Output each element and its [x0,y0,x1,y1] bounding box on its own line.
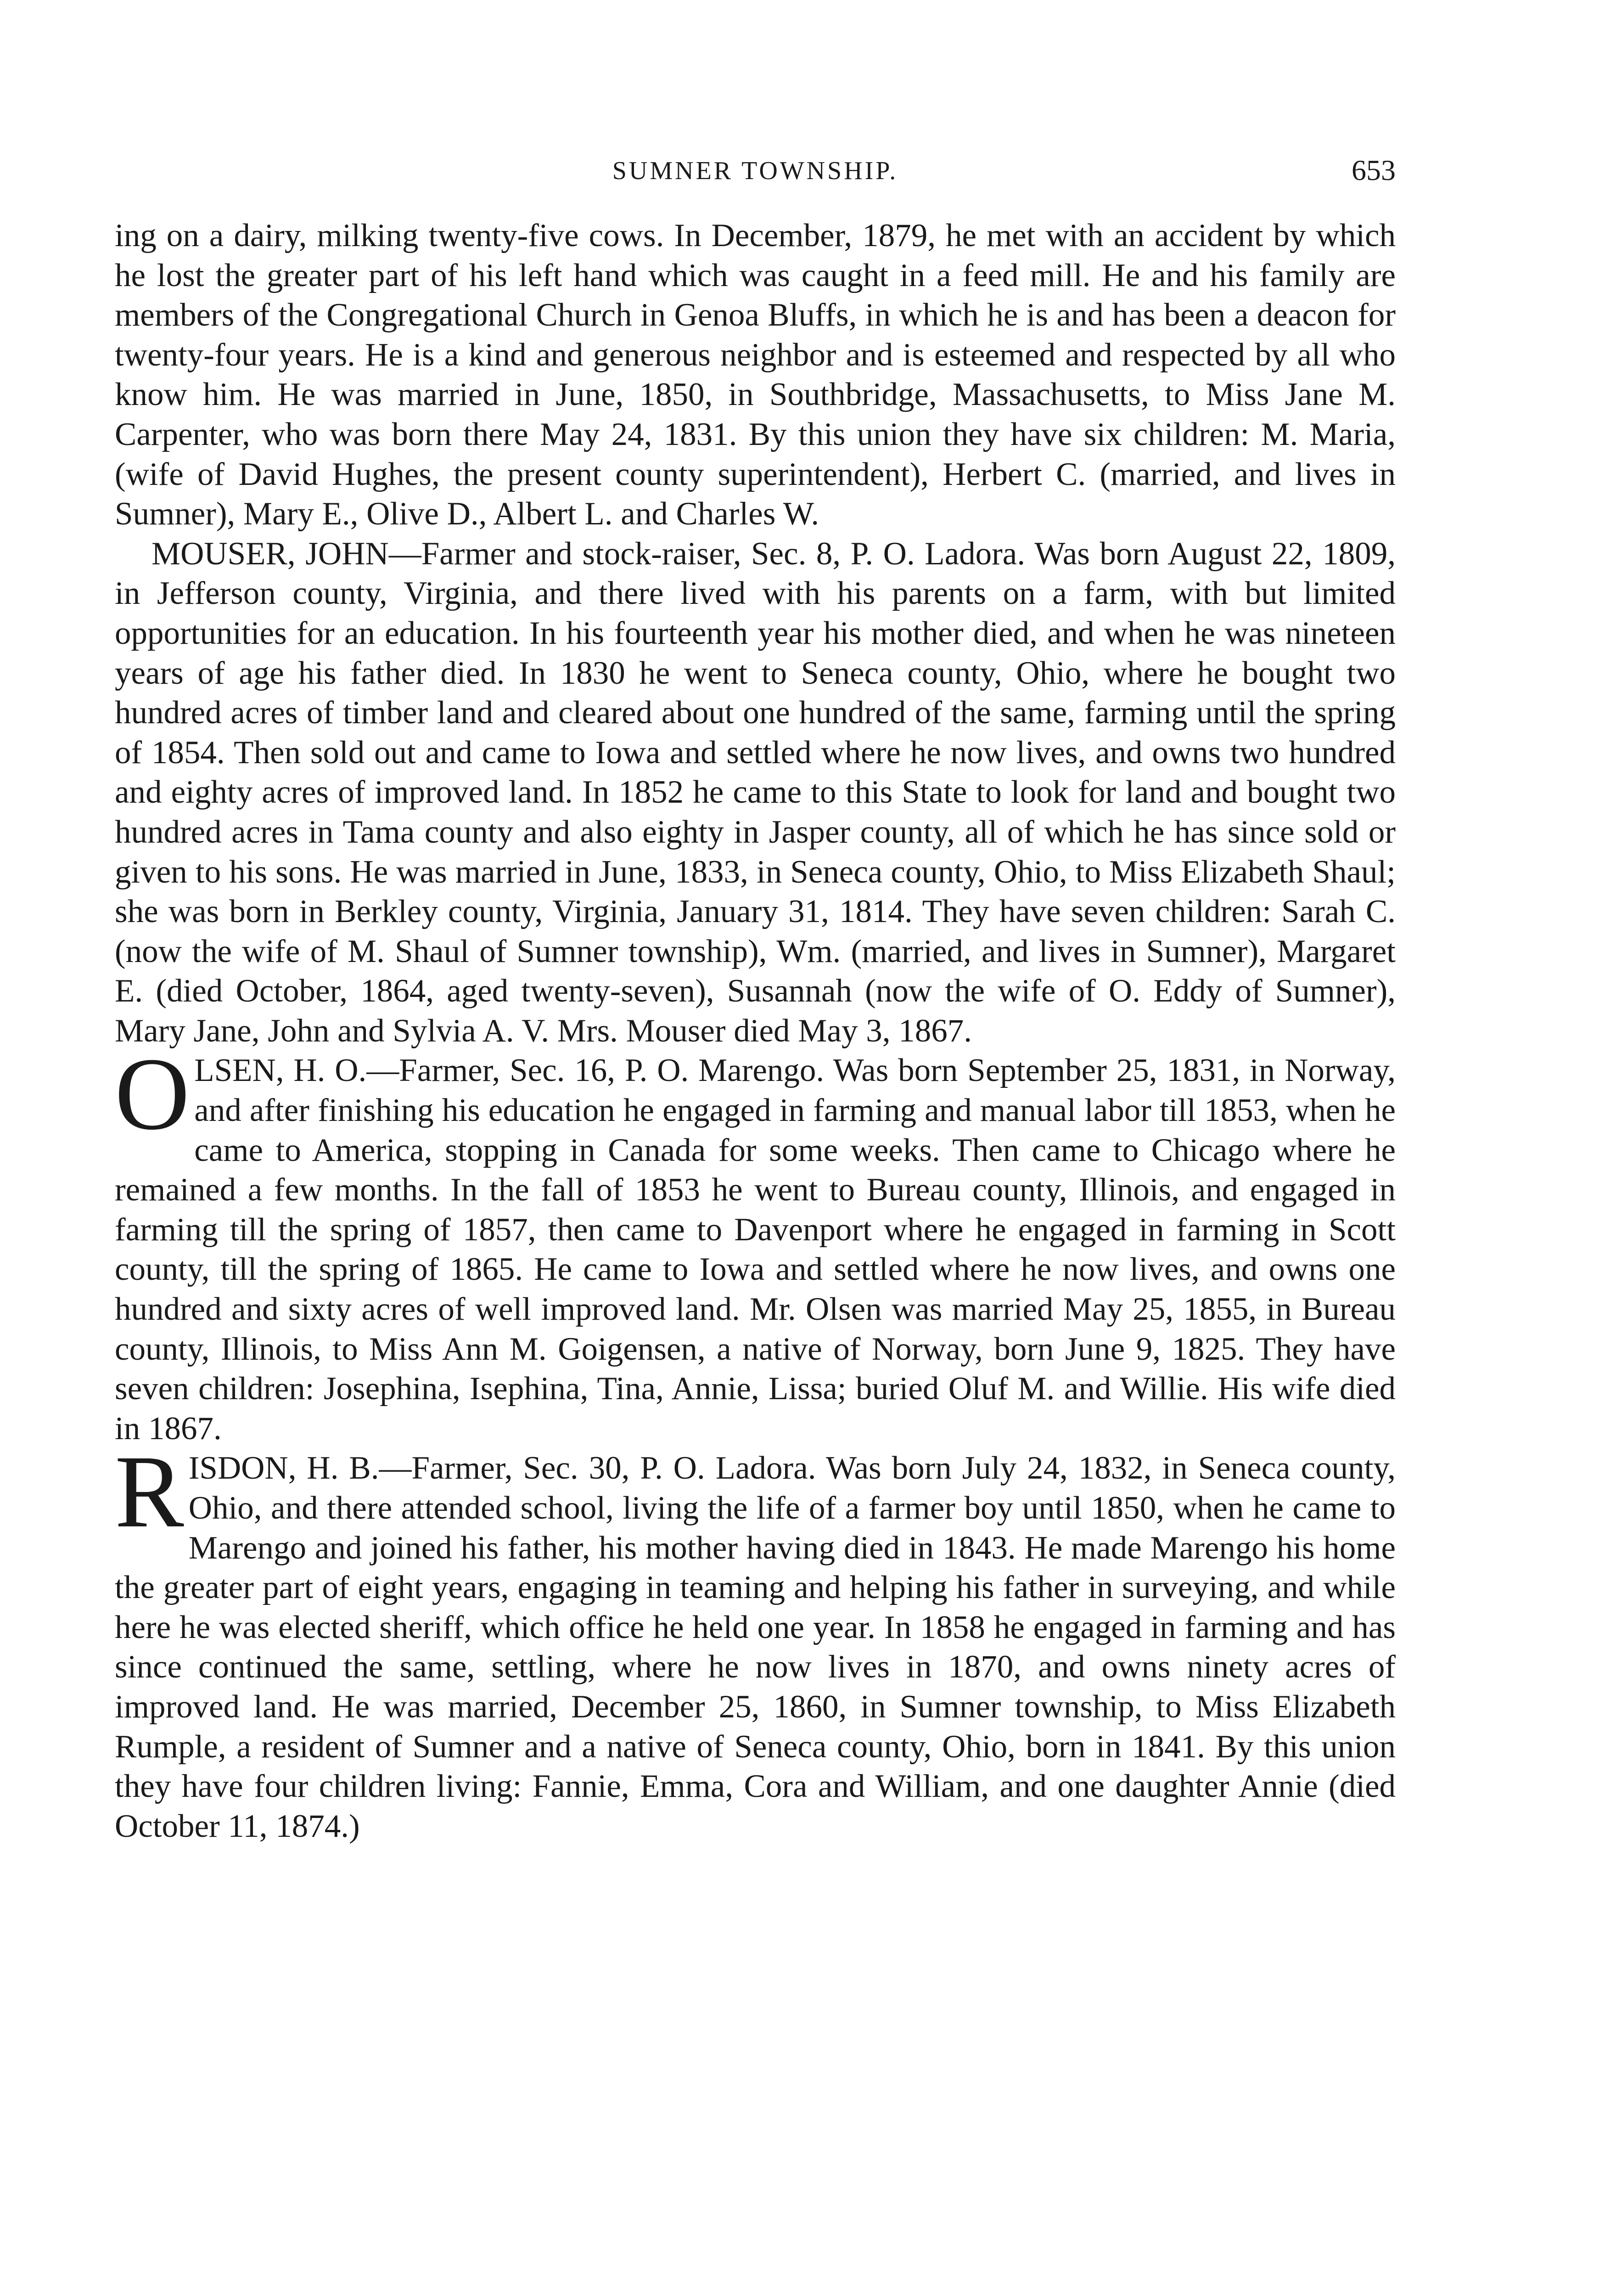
body-text [115,216,1396,1846]
entry-mouser [115,534,1396,1051]
entry-heading-olsen: OLSEN, H. O. [115,1036,367,1152]
entry-text-olsen: —Farmer, Sec. 16, P. O. Marengo. Was born September 25, 1831, in Norway, and after finishing his education he engaged in farming and manual labor till 1853, when he came to America, stopping in Canada for some weeks. Then came to Chicago where he remained a few months. In the fall of 1853 he went to Bureau county, Illinois, and engaged in farming till the spring of 1857, then came to Davenport where he engaged in farming in Scott county, till the spring of 1865. He came to Iowa and settled where he now lives, and owns one hundred and sixty acres of well improved land. Mr. Olsen was married May 25, 1855, in Bureau county, Illinois, to Miss Ann M. Goigensen, a native of Norway, born June 9, 1825. They have seven children: Josephina, Isephina, Tina, Annie, Lissa; buried Oluf M. and Willie. His wife died in 1867. [115,1052,1396,1446]
continuation-paragraph: ing on a dairy, milking twenty-five cows. In December, 1879, he met with an accident by which he lost the greater part of his left hand which was caught in a feed mill. He and his family are members of the Congregational Church in Genoa Bluffs, in which he is and has been a deacon for twenty-four years. He is a kind and generous neighbor and is esteemed and respected by all who know him. He was married in June, 1850, in Southbridge, Massachusetts, to Miss Jane M. Carpenter, who was born there May 24, 1831. By this union they have six children: M. Maria, (wife of David Hughes, the present county superintendent), Herbert C. (married, and lives in Sumner), Mary E., Olive D., Albert L. and Charles W. [115,218,1396,532]
entry-text-risdon: —Farmer, Sec. 30, P. O. Ladora. Was born July 24, 1832, in Seneca county, Ohio, and there attended school, living the life of a farmer boy until 1850, when he came to Marengo and joined his father, his mother having died in 1843. He made Marengo his home the greater part of eight years, engaging in teaming and helping his father in surveying, and while here he was elected sheriff, which office he held one year. In 1858 he engaged in farming and has since continued the same, settling, where he now lives in 1870, and owns ninety acres of improved land. He was married, December 25, 1860, in Sumner township, to Miss Elizabeth Rumple, a resident of Sumner and a native of Seneca county, Ohio, born in 1841. By this union they have four children living: Fannie, Emma, Cora and William, and one daughter Annie (died October 11, 1874.) [115,1450,1396,1844]
entry-text-mouser: —Farmer and stock-raiser, Sec. 8, P. O. Ladora. Was born August 22, 1809, in Jefferson county, Virginia, and there lived with his parents on a farm, with but limited opportunities for an education. In his fourteenth year his mother died, and when he was nineteen years of age his father died. In 1830 he went to Seneca county, Ohio, where he bought two hundred acres of timber land and cleared about one hundred of the same, farming until the spring of 1854. Then sold out and came to Iowa and settled where he now lives, and owns two hundred and eighty acres of improved land. In 1852 he came to this State to look for land and bought two hundred acres in Tama county and also eighty in Jasper county, all of which he has since sold or given to his sons. He was married in June, 1833, in Seneca county, Ohio, to Miss Elizabeth Shaul; she was born in Berkley county, Virginia, January 31, 1814. They have seven children: Sarah C. (now the wife of M. Shaul of Sumner township), Wm. (married, and lives in Sumner), Margaret E. (died October, 1864, aged twenty-seven), Susannah (now the wife of O. Eddy of Sumner), Mary Jane, John and Sylvia A. V. Mrs. Mouser died May 3, 1867. [115,535,1396,1049]
book-page [115,156,1396,1846]
running-title: SUMNER TOWNSHIP. [612,157,898,185]
entry-olsen [115,1036,1396,1448]
entry-heading-mouser: MOUSER, JOHN [152,535,389,572]
entry-risdon [115,1434,1396,1846]
running-header [115,156,1396,202]
entry-heading-risdon: RISDON, H. B. [115,1434,379,1549]
page-number: 653 [1352,154,1396,186]
